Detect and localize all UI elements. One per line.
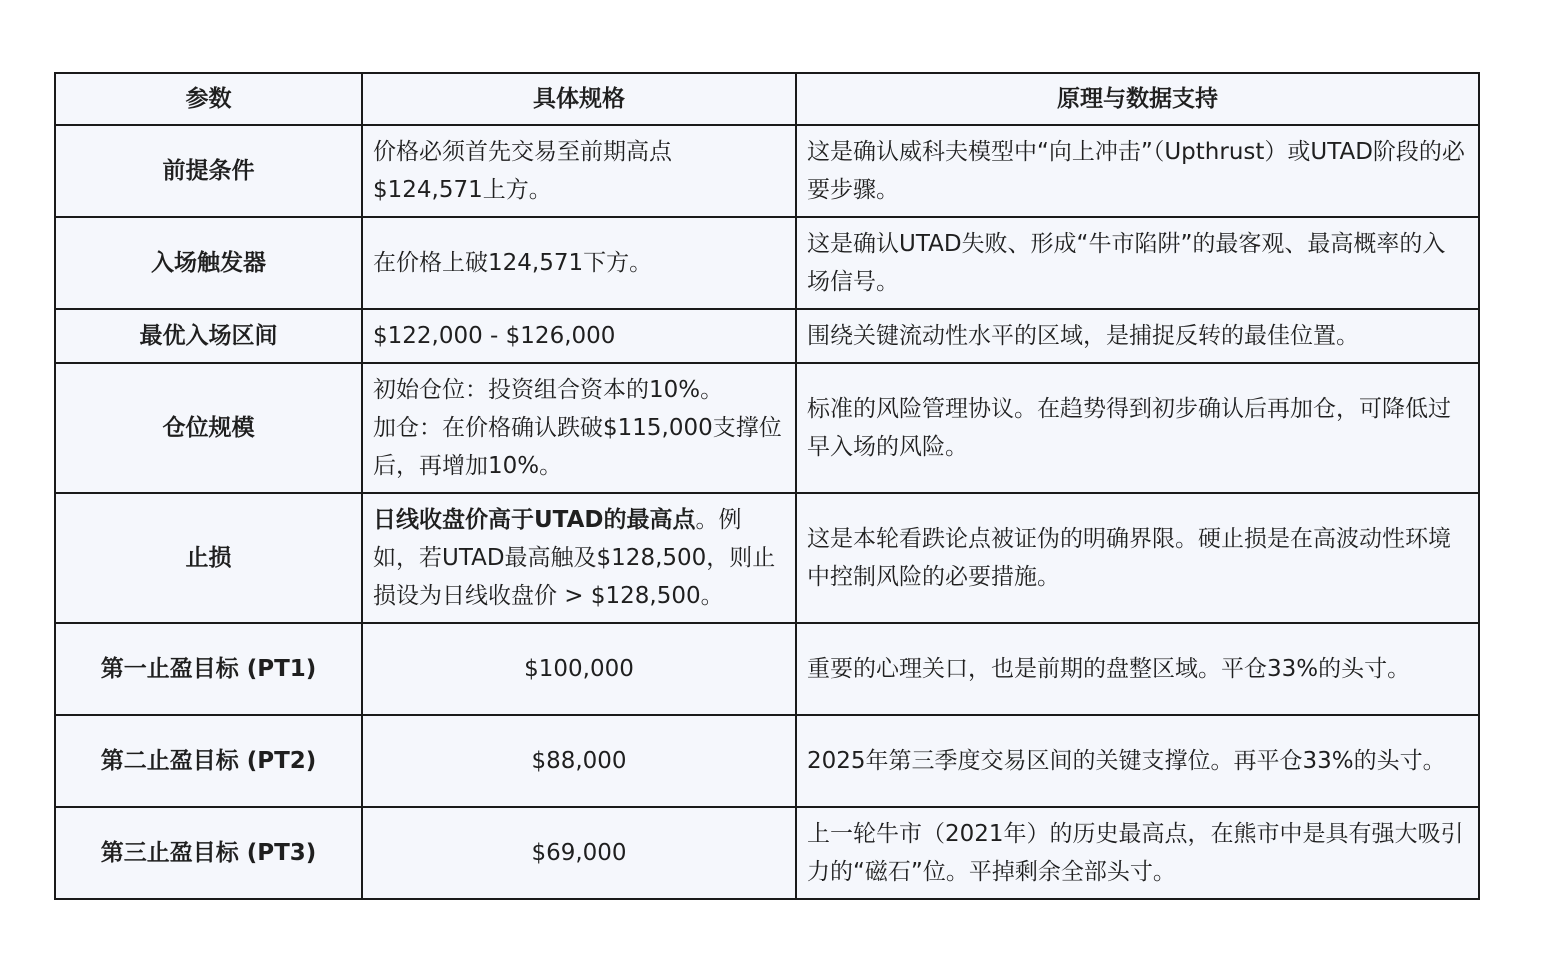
strategy-table bbox=[54, 72, 1480, 900]
param-cell: 前提条件 bbox=[55, 125, 362, 217]
table-row bbox=[55, 493, 1479, 623]
rationale-cell: 上一轮牛市（2021年）的历史最高点，在熊市中是具有强大吸引力的“磁石”位。平掉剩余全部头寸。 bbox=[796, 807, 1479, 899]
spec-cell: $69,000 bbox=[362, 807, 796, 899]
spec-cell: $100,000 bbox=[362, 623, 796, 715]
param-cell: 第二止盈目标 (PT2) bbox=[55, 715, 362, 807]
table-row bbox=[55, 715, 1479, 807]
header-row bbox=[55, 73, 1479, 125]
param-cell: 最优入场区间 bbox=[55, 309, 362, 363]
table-body bbox=[55, 125, 1479, 899]
table-row bbox=[55, 309, 1479, 363]
spec-line: 加仓：在价格确认跌破$115,000支撑位后，再增加10%。 bbox=[373, 415, 782, 479]
rationale-cell: 重要的心理关口，也是前期的盘整区域。平仓33%的头寸。 bbox=[796, 623, 1479, 715]
rationale-cell: 这是确认UTAD失败、形成“牛市陷阱”的最客观、最高概率的入场信号。 bbox=[796, 217, 1479, 309]
rationale-cell: 标准的风险管理协议。在趋势得到初步确认后再加仓，可降低过早入场的风险。 bbox=[796, 363, 1479, 493]
spec-cell: $88,000 bbox=[362, 715, 796, 807]
rationale-cell: 围绕关键流动性水平的区域，是捕捉反转的最佳位置。 bbox=[796, 309, 1479, 363]
table-header bbox=[55, 73, 1479, 125]
spec-cell: 在价格上破124,571下方。 bbox=[362, 217, 796, 309]
param-cell: 第一止盈目标 (PT1) bbox=[55, 623, 362, 715]
spec-cell bbox=[362, 363, 796, 493]
param-cell: 止损 bbox=[55, 493, 362, 623]
rationale-cell: 这是确认威科夫模型中“向上冲击”（Upthrust）或UTAD阶段的必要步骤。 bbox=[796, 125, 1479, 217]
table-row bbox=[55, 807, 1479, 899]
param-cell: 入场触发器 bbox=[55, 217, 362, 309]
spec-cell: $122,000 - $126,000 bbox=[362, 309, 796, 363]
spec-text: 。例如，若UTAD最高触及$128,500，则止损设为日线收盘价 > $128,500。 bbox=[373, 507, 776, 609]
table-row bbox=[55, 363, 1479, 493]
table-row bbox=[55, 217, 1479, 309]
param-cell: 第三止盈目标 (PT3) bbox=[55, 807, 362, 899]
header-rationale: 原理与数据支持 bbox=[796, 73, 1479, 125]
spec-cell bbox=[362, 125, 796, 217]
spec-line: $124,571上方。 bbox=[373, 177, 552, 203]
header-param: 参数 bbox=[55, 73, 362, 125]
spec-line: 价格必须首先交易至前期高点 bbox=[373, 139, 672, 165]
spec-cell bbox=[362, 493, 796, 623]
spec-line: 初始仓位：投资组合资本的10%。 bbox=[373, 377, 724, 403]
spec-bold-text: 日线收盘价高于UTAD的最高点 bbox=[373, 507, 696, 533]
rationale-cell: 2025年第三季度交易区间的关键支撑位。再平仓33%的头寸。 bbox=[796, 715, 1479, 807]
table-row bbox=[55, 125, 1479, 217]
header-spec: 具体规格 bbox=[362, 73, 796, 125]
rationale-cell: 这是本轮看跌论点被证伪的明确界限。硬止损是在高波动性环境中控制风险的必要措施。 bbox=[796, 493, 1479, 623]
table-row bbox=[55, 623, 1479, 715]
param-cell: 仓位规模 bbox=[55, 363, 362, 493]
